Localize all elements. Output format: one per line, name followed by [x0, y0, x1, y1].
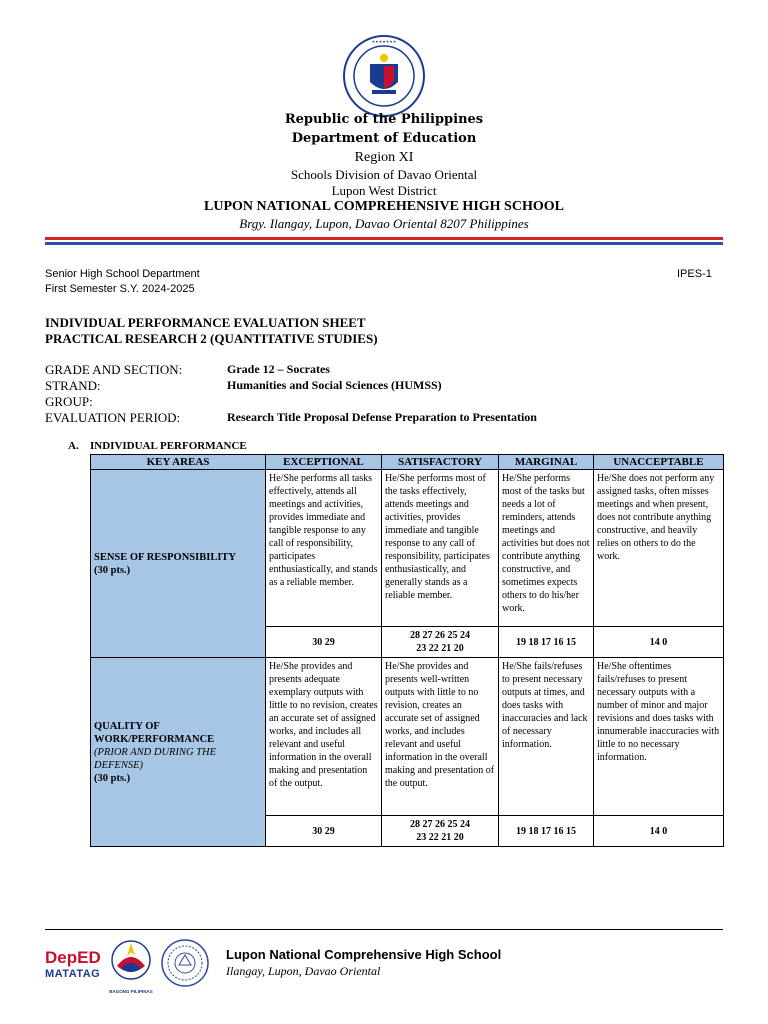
header-marginal: MARGINAL [499, 455, 594, 470]
sheet-title: INDIVIDUAL PERFORMANCE EVALUATION SHEET [45, 315, 366, 330]
deped-matatag-logo [45, 940, 107, 992]
footer-school-name: Lupon National Comprehensive High School [226, 947, 502, 962]
criteria-exceptional: He/She performs all tasks effectively, attends all meetings and activities, provides immediate and tangible response to any call of responsibility, participates enthusiastically, and stands as a reliable member. [266, 470, 382, 627]
score-exceptional: 30 29 [266, 627, 382, 658]
score-unacceptable: 14 0 [594, 627, 724, 658]
grade-label: GRADE AND SECTION: [45, 362, 183, 377]
region-heading: Region XI [354, 150, 414, 165]
republic-heading: Republic of the Philippines [284, 112, 484, 127]
section-letter: A. [68, 440, 79, 452]
header-key-areas: KEY AREAS [91, 455, 266, 470]
score-exceptional: 30 29 [266, 816, 382, 847]
criteria-marginal: He/She fails/refuses to present necessary outputs at times, and does tasks with inaccuracies and lack of necessary information. [499, 658, 594, 816]
period-label: EVALUATION PERIOD: [45, 410, 181, 425]
grade-value: Grade 12 – Socrates [227, 362, 330, 376]
score-marginal: 19 18 17 16 15 [499, 816, 594, 847]
matatag-wordmark: MATATAG [45, 968, 101, 980]
score-satisfactory-line1: 28 27 26 25 24 [410, 819, 470, 830]
period-value: Research Title Proposal Defense Preparation to Presentation [227, 410, 537, 424]
meta-semester: First Semester S.Y. 2024-2025 [45, 283, 195, 295]
criteria-exceptional: He/She provides and presents adequate exemplary outputs with little to no revision, creates an accurate set of assigned works, and includes all relevant and useful information in the overall making and presentation of the output. [266, 658, 382, 816]
score-satisfactory [382, 627, 499, 658]
criteria-satisfactory: He/She provides and presents well-written outputs with little to no revision, creates an accurate set of assigned works, and includes relevant and useful information in the overall making and presentation of the output. [382, 658, 499, 816]
criteria-unacceptable: He/She does not perform any assigned tasks, often misses meetings and when present, does not contribute anything constructive, and heavily relies on others to do the work. [594, 470, 724, 627]
table-row [91, 658, 724, 816]
district-heading: Lupon West District [331, 183, 437, 198]
school-heading: LUPON NATIONAL COMPREHENSIVE HIGH SCHOOL [204, 199, 564, 214]
division-heading: Schools Division of Davao Oriental [290, 167, 478, 182]
form-code: IPES-1 [677, 268, 712, 280]
score-satisfactory-line2: 23 22 21 20 [416, 643, 464, 654]
header-exceptional: EXCEPTIONAL [266, 455, 382, 470]
score-satisfactory-line1: 28 27 26 25 24 [410, 630, 470, 641]
key-area-name: SENSE OF RESPONSIBILITY [94, 551, 236, 563]
strand-value: Humanities and Social Sciences (HUMSS) [227, 378, 442, 392]
key-area-points: (30 pts.) [94, 772, 131, 784]
department-heading: Department of Education [291, 131, 477, 146]
criteria-marginal: He/She performs most of the tasks but needs a lot of reminders, attends meetings and activities but does not contribute anything constructive, and sometimes expects others to do his/her work. [499, 470, 594, 627]
meta-department: Senior High School Department [45, 268, 200, 280]
criteria-satisfactory: He/She performs most of the tasks effectively, attends meetings and activities, provides immediate and tangible response to any call of responsibility, participates enthusiastically, and generally stands as a reliable member. [382, 470, 499, 627]
performance-rubric-table [90, 454, 724, 847]
school-address: Brgy. Ilangay, Lupon, Davao Oriental 8207 Philippines [239, 216, 529, 231]
school-seal-logo [160, 938, 210, 988]
sheet-subtitle: PRACTICAL RESEARCH 2 (QUANTITATIVE STUDIES) [45, 331, 378, 346]
strand-label: STRAND: [45, 378, 101, 393]
table-row [91, 470, 724, 627]
key-area-cell [91, 470, 266, 658]
header-rule-red [45, 237, 723, 240]
svg-text:•••••••: ••••••• [371, 39, 397, 46]
footer-rule [45, 929, 723, 930]
deped-wordmark: DepED [45, 948, 101, 967]
header-unacceptable: UNACCEPTABLE [594, 455, 724, 470]
score-satisfactory [382, 816, 499, 847]
key-area-points: (30 pts.) [94, 564, 131, 576]
header-rule-blue [45, 242, 723, 245]
group-label: GROUP: [45, 394, 93, 409]
deped-seal-logo [342, 34, 426, 118]
section-title: INDIVIDUAL PERFORMANCE [90, 440, 247, 452]
criteria-unacceptable: He/She oftentimes fails/refuses to present necessary outputs with a number of minor and major revisions and does tasks with innumerable inaccuracies with little to no necessary information. [594, 658, 724, 816]
footer-school-address: Ilangay, Lupon, Davao Oriental [226, 964, 381, 978]
score-satisfactory-line2: 23 22 21 20 [416, 832, 464, 843]
key-area-cell [91, 658, 266, 847]
bagong-pilipinas-caption: BAGONG PILIPINAS [109, 989, 153, 994]
score-unacceptable: 14 0 [594, 816, 724, 847]
score-marginal: 19 18 17 16 15 [499, 627, 594, 658]
header-satisfactory: SATISFACTORY [382, 455, 499, 470]
bagong-pilipinas-logo [107, 938, 155, 994]
key-area-name: QUALITY OF WORK/PERFORMANCE [94, 720, 215, 745]
key-area-subtitle: (PRIOR AND DURING THE DEFENSE) [94, 746, 217, 771]
